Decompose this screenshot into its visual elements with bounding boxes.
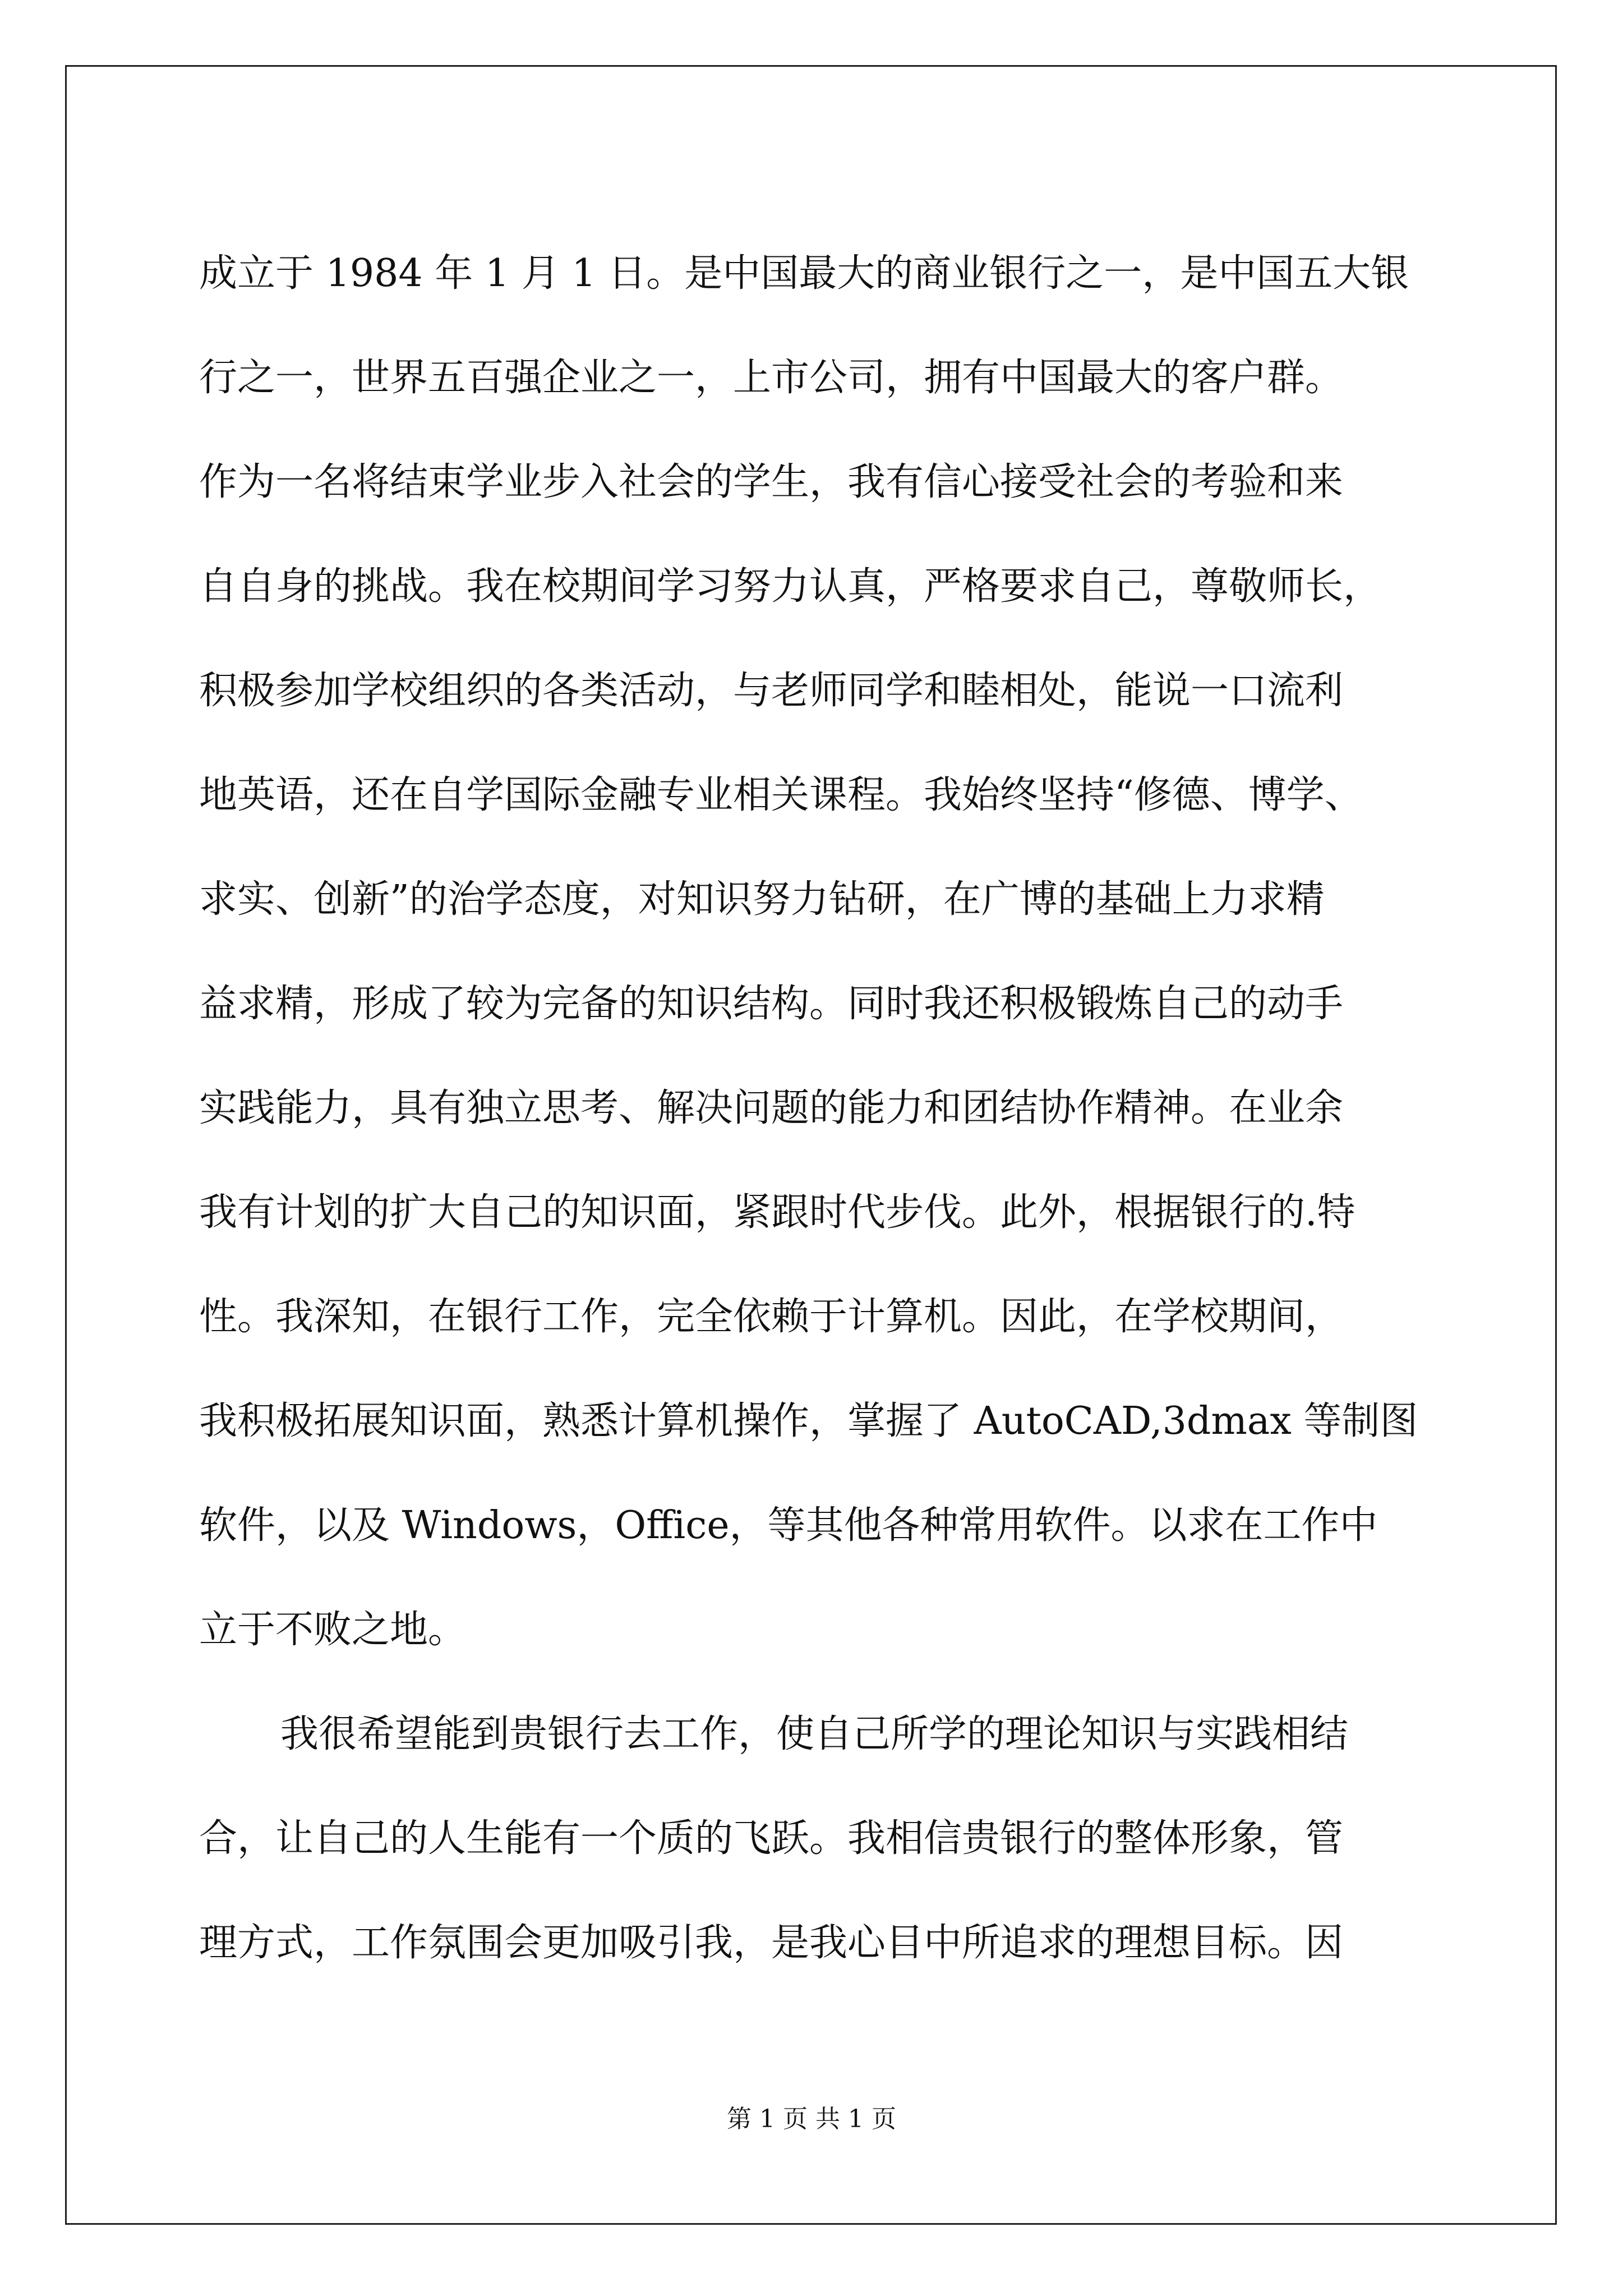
text-line: 立于不败之地。 [199, 1608, 467, 1652]
text-line: 实践能力，具有独立思考、解决问题的能力和团结协作精神。在业余 [199, 1086, 1344, 1130]
text-line: 我有计划的扩大自己的知识面，紧跟时代步伐。此外，根据银行的.特 [199, 1190, 1355, 1235]
page-number-footer: 第 1 页 共 1 页 [727, 2105, 896, 2133]
text-line: 我积极拓展知识面，熟悉计算机操作，掌握了 AutoCAD,3dmax 等制图 [199, 1399, 1418, 1443]
text-line: 软件，以及 Windows，Office，等其他各种常用软件。以求在工作中 [199, 1503, 1378, 1548]
text-line: 益求精，形成了较为完备的知识结构。同时我还积极锻炼自己的动手 [199, 982, 1344, 1026]
text-line: 成立于 1984 年 1 月 1 日。是中国最大的商业银行之一，是中国五大银 [199, 251, 1409, 296]
text-line: 自自身的挑战。我在校期间学习努力认真，严格要求自己，尊敬师长， [199, 564, 1382, 609]
text-line: 求实、创新”的治学态度，对知识努力钻研，在广博的基础上力求精 [199, 877, 1325, 922]
text-line: 作为一名将结束学业步入社会的学生，我有信心接受社会的考验和来 [199, 460, 1344, 504]
text-line: 合，让自己的人生能有一个质的飞跃。我相信贵银行的整体形象，管 [199, 1816, 1344, 1861]
text-line: 理方式，工作氛围会更加吸引我，是我心目中所追求的理想目标。因 [199, 1921, 1344, 1965]
paragraph-first-line: 我很希望能到贵银行去工作，使自己所学的理论知识与实践相结 [280, 1712, 1349, 1756]
text-line: 性。我深知，在银行工作，完全依赖于计算机。因此，在学校期间， [199, 1295, 1344, 1339]
document-body [199, 222, 1433, 1995]
text-line: 积极参加学校组织的各类活动，与老师同学和睦相处，能说一口流利 [199, 669, 1344, 713]
text-line: 行之一，世界五百强企业之一，上市公司，拥有中国最大的客户群。 [199, 356, 1344, 400]
text-line: 地英语，还在自学国际金融专业相关课程。我始终坚持“修德、博学、 [199, 773, 1363, 817]
